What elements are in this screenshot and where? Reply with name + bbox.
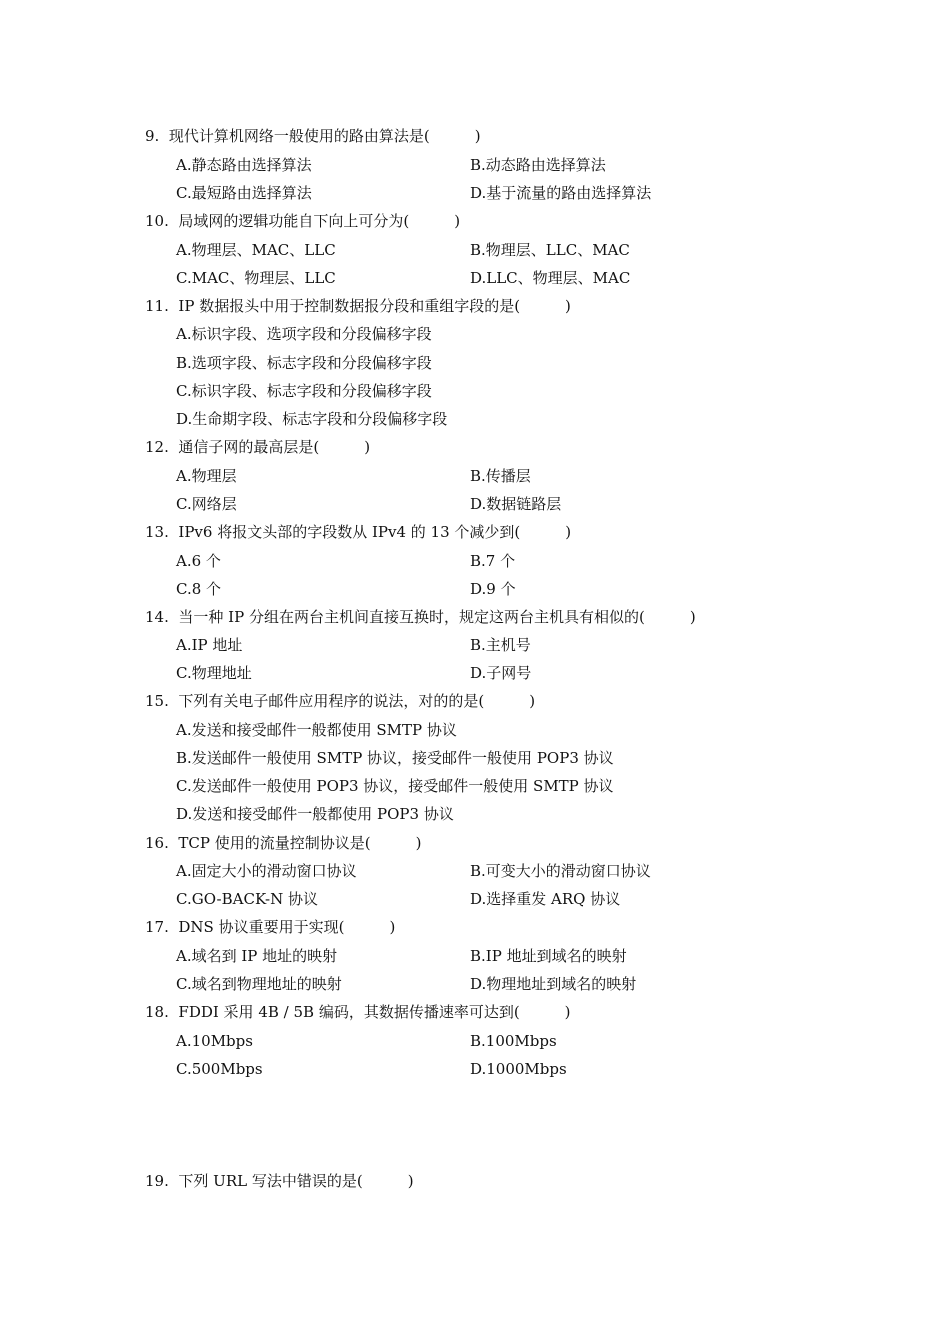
option-d: D.物理地址到域名的映射 — [470, 975, 637, 993]
option-d: D.选择重发 ARQ 协议 — [470, 890, 621, 908]
question-19 — [145, 1171, 414, 1191]
option-a: A.IP 地址 — [176, 636, 243, 654]
question-stem: DNS 协议重要用于实现( ) — [178, 918, 396, 936]
question-number: 19. — [145, 1172, 169, 1190]
question-stem: 通信子网的最高层是( ) — [178, 438, 371, 456]
option-b: B.动态路由选择算法 — [470, 156, 606, 174]
question-number: 9. — [145, 127, 160, 145]
option-c: C.MAC、物理层、LLC — [176, 269, 336, 287]
question-stem: FDDI 采用 4B / 5B 编码，其数据传播速率可达到( ) — [178, 1003, 571, 1021]
option-d: D.发送和接受邮件一般都使用 POP3 协议 — [176, 805, 454, 823]
option-a: A.10Mbps — [176, 1032, 253, 1050]
option-b: B.主机号 — [470, 636, 531, 654]
question-stem: IPv6 将报文头部的字段数从 IPv4 的 13 个减少到( ) — [178, 523, 572, 541]
question-17 — [145, 917, 395, 937]
option-d: D.基于流量的路由选择算法 — [470, 184, 652, 202]
question-number: 17. — [145, 918, 169, 936]
option-b: B.选项字段、标志字段和分段偏移字段 — [176, 354, 432, 372]
question-stem: 现代计算机网络一般使用的路由算法是( ) — [168, 127, 481, 145]
option-b: B.100Mbps — [470, 1032, 557, 1050]
option-a: A.固定大小的滑动窗口协议 — [176, 862, 357, 880]
option-b: B.发送邮件一般使用 SMTP 协议，接受邮件一般使用 POP3 协议 — [176, 749, 614, 767]
question-number: 14. — [145, 608, 169, 626]
question-16 — [145, 833, 421, 853]
option-c: C.GO-BACK-N 协议 — [176, 890, 319, 908]
option-b: B.传播层 — [470, 467, 531, 485]
option-b: B.物理层、LLC、MAC — [470, 241, 630, 259]
option-c: C.标识字段、标志字段和分段偏移字段 — [176, 382, 432, 400]
question-number: 13. — [145, 523, 169, 541]
option-c: C.发送邮件一般使用 POP3 协议，接受邮件一般使用 SMTP 协议 — [176, 777, 614, 795]
question-stem: 下列有关电子邮件应用程序的说法，对的的是( ) — [178, 692, 536, 710]
option-c: C.域名到物理地址的映射 — [176, 975, 342, 993]
question-13 — [145, 522, 571, 542]
question-number: 10. — [145, 212, 169, 230]
question-stem: TCP 使用的流量控制协议是( ) — [178, 834, 422, 852]
question-12 — [145, 437, 370, 457]
question-stem: 下列 URL 写法中错误的是( ) — [178, 1172, 414, 1190]
option-d: D.子网号 — [470, 664, 532, 682]
question-15 — [145, 691, 535, 711]
option-c: C.物理地址 — [176, 664, 252, 682]
question-number: 12. — [145, 438, 169, 456]
option-b: B.可变大小的滑动窗口协议 — [470, 862, 651, 880]
option-c: C.网络层 — [176, 495, 237, 513]
option-d: D.9 个 — [470, 580, 516, 598]
option-c: C.500Mbps — [176, 1060, 263, 1078]
option-b: B.7 个 — [470, 552, 516, 570]
question-14 — [145, 607, 696, 627]
option-c: C.8 个 — [176, 580, 222, 598]
option-a: A.标识字段、选项字段和分段偏移字段 — [176, 325, 432, 343]
option-d: D.生命期字段、标志字段和分段偏移字段 — [176, 410, 448, 428]
option-a: A.6 个 — [176, 552, 221, 570]
option-d: D.数据链路层 — [470, 495, 562, 513]
question-number: 18. — [145, 1003, 169, 1021]
question-10 — [145, 211, 460, 231]
option-a: A.静态路由选择算法 — [176, 156, 312, 174]
option-c: C.最短路由选择算法 — [176, 184, 312, 202]
question-11 — [145, 296, 571, 316]
option-a: A.域名到 IP 地址的映射 — [176, 947, 338, 965]
option-a: A.物理层、MAC、LLC — [176, 241, 336, 259]
question-stem: 当一种 IP 分组在两台主机间直接互换时，规定这两台主机具有相似的( ) — [178, 608, 696, 626]
option-d: D.1000Mbps — [470, 1060, 567, 1078]
option-b: B.IP 地址到域名的映射 — [470, 947, 627, 965]
question-18 — [145, 1002, 571, 1022]
question-9 — [145, 126, 481, 146]
option-a: A.发送和接受邮件一般都使用 SMTP 协议 — [176, 721, 457, 739]
question-stem: 局域网的逻辑功能自下向上可分为( ) — [178, 212, 461, 230]
option-a: A.物理层 — [176, 467, 237, 485]
question-number: 16. — [145, 834, 169, 852]
question-number: 15. — [145, 692, 169, 710]
question-stem: IP 数据报头中用于控制数据报分段和重组字段的是( ) — [178, 297, 571, 315]
option-d: D.LLC、物理层、MAC — [470, 269, 631, 287]
question-number: 11. — [145, 297, 169, 315]
